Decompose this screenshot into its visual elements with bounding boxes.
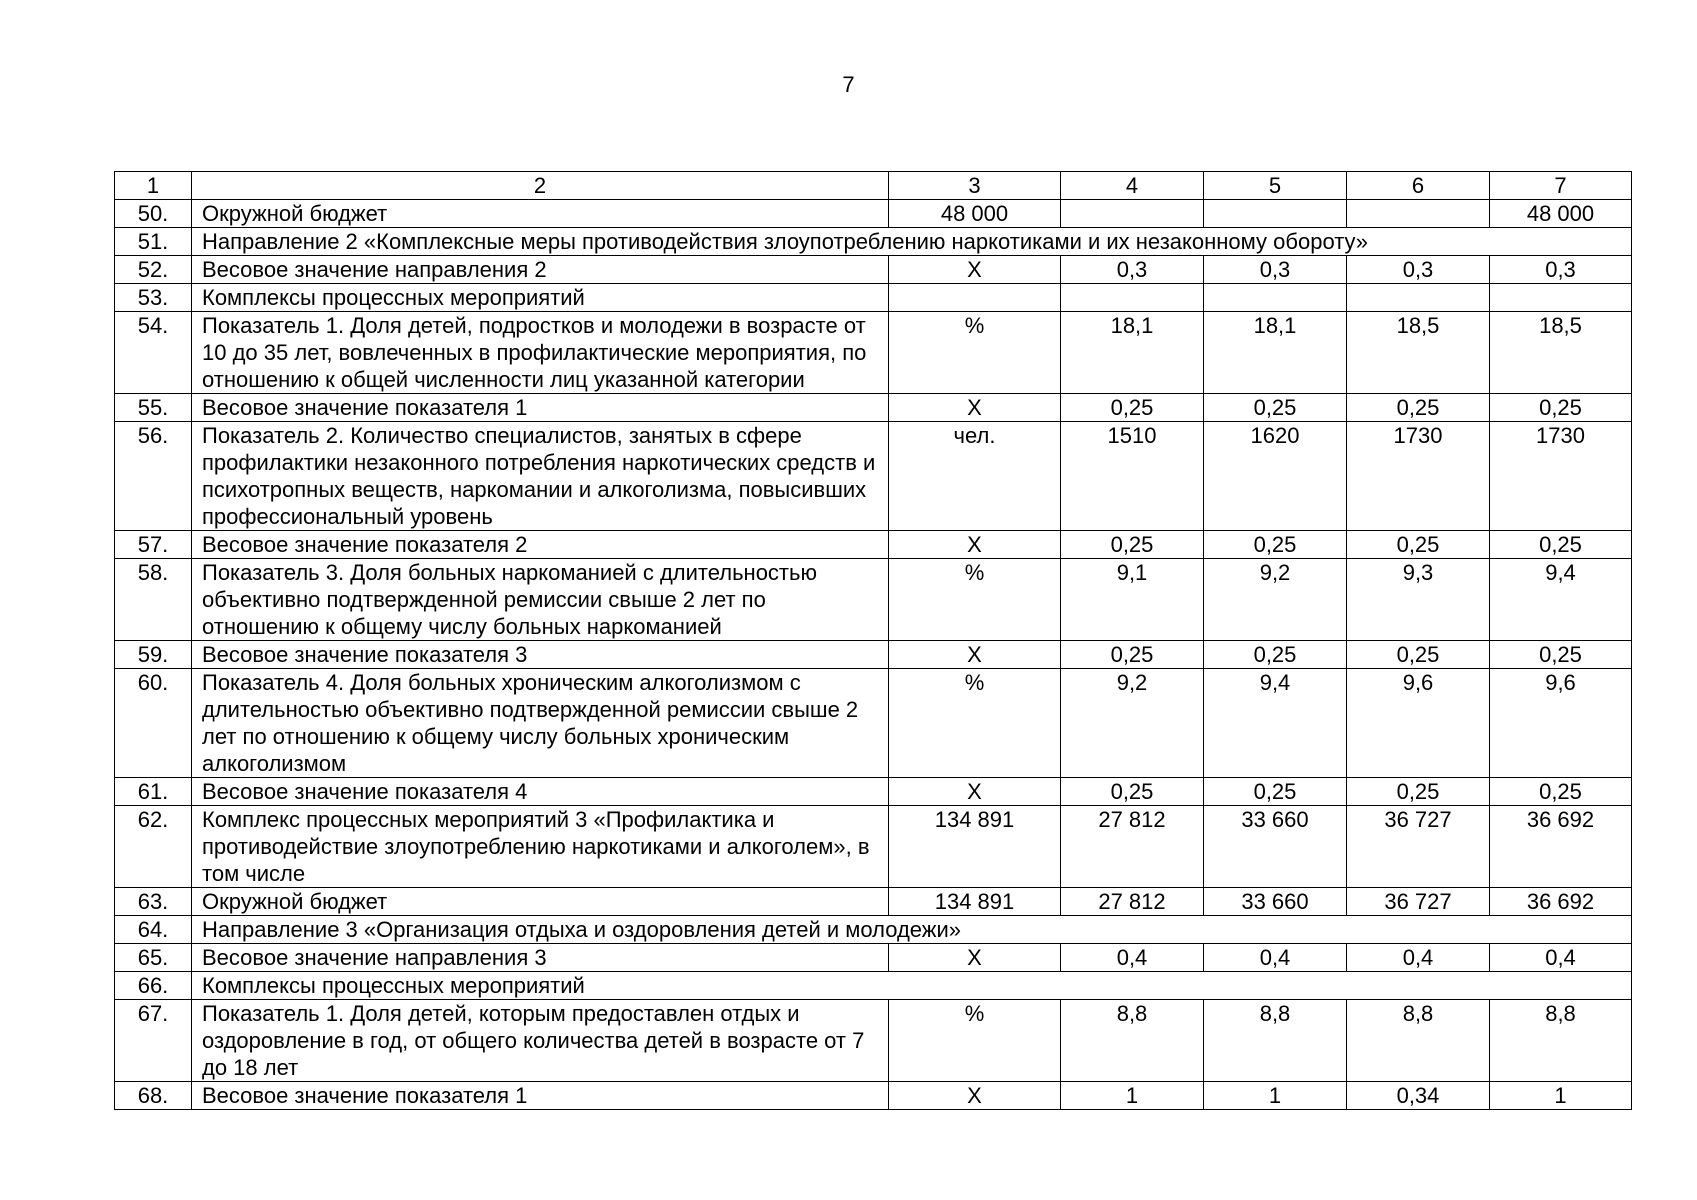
section-heading-cell: Направление 3 «Организация отдыха и оздоровления детей и молодежи» [192,916,1632,944]
value-cell-col-3: % [889,559,1061,641]
table-row [115,312,1632,394]
value-cell-col-4: 0,25 [1061,778,1204,806]
value-cell-col-4: 18,1 [1061,312,1204,394]
indicator-name-cell: Комплексы процессных мероприятий [192,284,889,312]
row-number-cell: 66. [115,972,192,1000]
table-header-row [115,172,1632,200]
value-cell-col-6 [1347,284,1490,312]
indicator-name-cell: Показатель 1. Доля детей, которым предоставлен отдых и оздоровление в год, от общего количества детей в возрасте от 7 до 18 лет [192,1000,889,1082]
table-row [115,641,1632,669]
value-cell-col-5: 0,25 [1204,778,1347,806]
row-number-cell: 51. [115,228,192,256]
table-row [115,228,1632,256]
row-number-cell: 52. [115,256,192,284]
row-number-cell: 59. [115,641,192,669]
row-number-cell: 58. [115,559,192,641]
value-cell-col-5: 9,4 [1204,669,1347,778]
value-cell-col-7: 36 692 [1490,888,1632,916]
indicator-name-cell: Весовое значение показателя 1 [192,1082,889,1110]
page-number: 7 [842,72,855,97]
indicator-name-cell: Показатель 2. Количество специалистов, занятых в сфере профилактики незаконного потребления наркотических средств и психотропных веществ, наркомании и алкоголизма, повысивших профессиональный уровень [192,422,889,531]
table-row [115,394,1632,422]
value-cell-col-7: 0,3 [1490,256,1632,284]
value-cell-col-4: 1 [1061,1082,1204,1110]
value-cell-col-5 [1204,200,1347,228]
table-row [115,916,1632,944]
value-cell-col-5: 33 660 [1204,888,1347,916]
indicator-name-cell: Весовое значение показателя 3 [192,641,889,669]
value-cell-col-4: 0,25 [1061,641,1204,669]
row-number-cell: 50. [115,200,192,228]
value-cell-col-7 [1490,284,1632,312]
value-cell-col-6 [1347,200,1490,228]
value-cell-col-3: Х [889,778,1061,806]
value-cell-col-4: 27 812 [1061,888,1204,916]
value-cell-col-6: 9,6 [1347,669,1490,778]
value-cell-col-5: 8,8 [1204,1000,1347,1082]
value-cell-col-7: 18,5 [1490,312,1632,394]
table-row [115,284,1632,312]
header-cell-4: 4 [1061,172,1204,200]
value-cell-col-7: 1 [1490,1082,1632,1110]
indicator-name-cell: Весовое значение направления 3 [192,944,889,972]
indicator-name-cell: Весовое значение показателя 2 [192,531,889,559]
row-number-cell: 60. [115,669,192,778]
table-body [115,172,1632,1110]
value-cell-col-7: 0,25 [1490,394,1632,422]
table-row [115,531,1632,559]
indicator-name-cell: Комплекс процессных мероприятий 3 «Профилактика и противодействие злоупотреблению наркотиками и алкоголем», в том числе [192,806,889,888]
row-number-cell: 61. [115,778,192,806]
value-cell-col-7: 0,25 [1490,641,1632,669]
value-cell-col-3: Х [889,1082,1061,1110]
header-cell-5: 5 [1204,172,1347,200]
value-cell-col-5: 0,25 [1204,531,1347,559]
table-row [115,1082,1632,1110]
value-cell-col-3: % [889,1000,1061,1082]
table-row [115,888,1632,916]
table-row [115,944,1632,972]
value-cell-col-6: 0,25 [1347,394,1490,422]
table-row [115,778,1632,806]
row-number-cell: 64. [115,916,192,944]
row-number-cell: 68. [115,1082,192,1110]
indicator-name-cell: Показатель 4. Доля больных хроническим алкоголизмом с длительностью объективно подтвержденной ремиссии свыше 2 лет по отношению к общему числу больных хроническим алкоголизмом [192,669,889,778]
value-cell-col-6: 0,3 [1347,256,1490,284]
value-cell-col-5: 9,2 [1204,559,1347,641]
row-number-cell: 56. [115,422,192,531]
value-cell-col-7: 36 692 [1490,806,1632,888]
value-cell-col-3: Х [889,944,1061,972]
value-cell-col-4: 1510 [1061,422,1204,531]
value-cell-col-4: 0,4 [1061,944,1204,972]
value-cell-col-5: 0,3 [1204,256,1347,284]
value-cell-col-5: 1620 [1204,422,1347,531]
header-cell-3: 3 [889,172,1061,200]
value-cell-col-4: 0,25 [1061,531,1204,559]
value-cell-col-4: 0,3 [1061,256,1204,284]
row-number-cell: 54. [115,312,192,394]
value-cell-col-6: 0,25 [1347,531,1490,559]
table-row [115,256,1632,284]
table-row [115,422,1632,531]
value-cell-col-5: 18,1 [1204,312,1347,394]
section-heading-cell: Направление 2 «Комплексные меры противодействия злоупотреблению наркотиками и их незаконному обороту» [192,228,1632,256]
value-cell-col-7: 0,4 [1490,944,1632,972]
indicators-table [114,171,1632,1110]
value-cell-col-7: 8,8 [1490,1000,1632,1082]
value-cell-col-5: 0,25 [1204,394,1347,422]
header-cell-1: 1 [115,172,192,200]
value-cell-col-6: 8,8 [1347,1000,1490,1082]
value-cell-col-6: 9,3 [1347,559,1490,641]
value-cell-col-4: 0,25 [1061,394,1204,422]
header-cell-6: 6 [1347,172,1490,200]
row-number-cell: 62. [115,806,192,888]
value-cell-col-7: 9,4 [1490,559,1632,641]
value-cell-col-6: 36 727 [1347,888,1490,916]
table-row [115,806,1632,888]
value-cell-col-7: 0,25 [1490,778,1632,806]
value-cell-col-5: 1 [1204,1082,1347,1110]
value-cell-col-7: 0,25 [1490,531,1632,559]
value-cell-col-7: 9,6 [1490,669,1632,778]
value-cell-col-3: % [889,669,1061,778]
value-cell-col-3: Х [889,394,1061,422]
value-cell-col-7: 48 000 [1490,200,1632,228]
value-cell-col-5: 0,25 [1204,641,1347,669]
value-cell-col-6: 18,5 [1347,312,1490,394]
value-cell-col-3: чел. [889,422,1061,531]
value-cell-col-3: 134 891 [889,806,1061,888]
value-cell-col-4: 8,8 [1061,1000,1204,1082]
value-cell-col-6: 36 727 [1347,806,1490,888]
row-number-cell: 53. [115,284,192,312]
value-cell-col-3: 48 000 [889,200,1061,228]
table-row [115,669,1632,778]
value-cell-col-4 [1061,200,1204,228]
value-cell-col-5 [1204,284,1347,312]
value-cell-col-5: 33 660 [1204,806,1347,888]
value-cell-col-6: 0,4 [1347,944,1490,972]
value-cell-col-3: % [889,312,1061,394]
value-cell-col-3: Х [889,256,1061,284]
value-cell-col-6: 1730 [1347,422,1490,531]
row-number-cell: 67. [115,1000,192,1082]
header-cell-2: 2 [192,172,889,200]
value-cell-col-6: 0,25 [1347,778,1490,806]
header-cell-7: 7 [1490,172,1632,200]
value-cell-col-4: 27 812 [1061,806,1204,888]
indicator-name-cell: Показатель 3. Доля больных наркоманией с длительностью объективно подтвержденной ремиссии свыше 2 лет по отношению к общему числу больных наркоманией [192,559,889,641]
value-cell-col-3 [889,284,1061,312]
value-cell-col-7: 1730 [1490,422,1632,531]
row-number-cell: 57. [115,531,192,559]
value-cell-col-3: 134 891 [889,888,1061,916]
row-number-cell: 65. [115,944,192,972]
indicator-name-cell: Весовое значение направления 2 [192,256,889,284]
indicator-name-cell: Весовое значение показателя 4 [192,778,889,806]
row-number-cell: 63. [115,888,192,916]
indicator-name-cell: Окружной бюджет [192,888,889,916]
table-row [115,200,1632,228]
value-cell-col-3: Х [889,641,1061,669]
table-row [115,559,1632,641]
value-cell-col-6: 0,25 [1347,641,1490,669]
table-row [115,972,1632,1000]
indicator-name-cell: Весовое значение показателя 1 [192,394,889,422]
indicator-name-cell: Окружной бюджет [192,200,889,228]
value-cell-col-6: 0,34 [1347,1082,1490,1110]
row-number-cell: 55. [115,394,192,422]
value-cell-col-3: Х [889,531,1061,559]
value-cell-col-4: 9,2 [1061,669,1204,778]
value-cell-col-4 [1061,284,1204,312]
table-row [115,1000,1632,1082]
value-cell-col-5: 0,4 [1204,944,1347,972]
section-heading-cell: Комплексы процессных мероприятий [192,972,1632,1000]
indicator-name-cell: Показатель 1. Доля детей, подростков и молодежи в возрасте от 10 до 35 лет, вовлеченных в профилактические мероприятия, по отношению к общей численности лиц указанной категории [192,312,889,394]
value-cell-col-4: 9,1 [1061,559,1204,641]
